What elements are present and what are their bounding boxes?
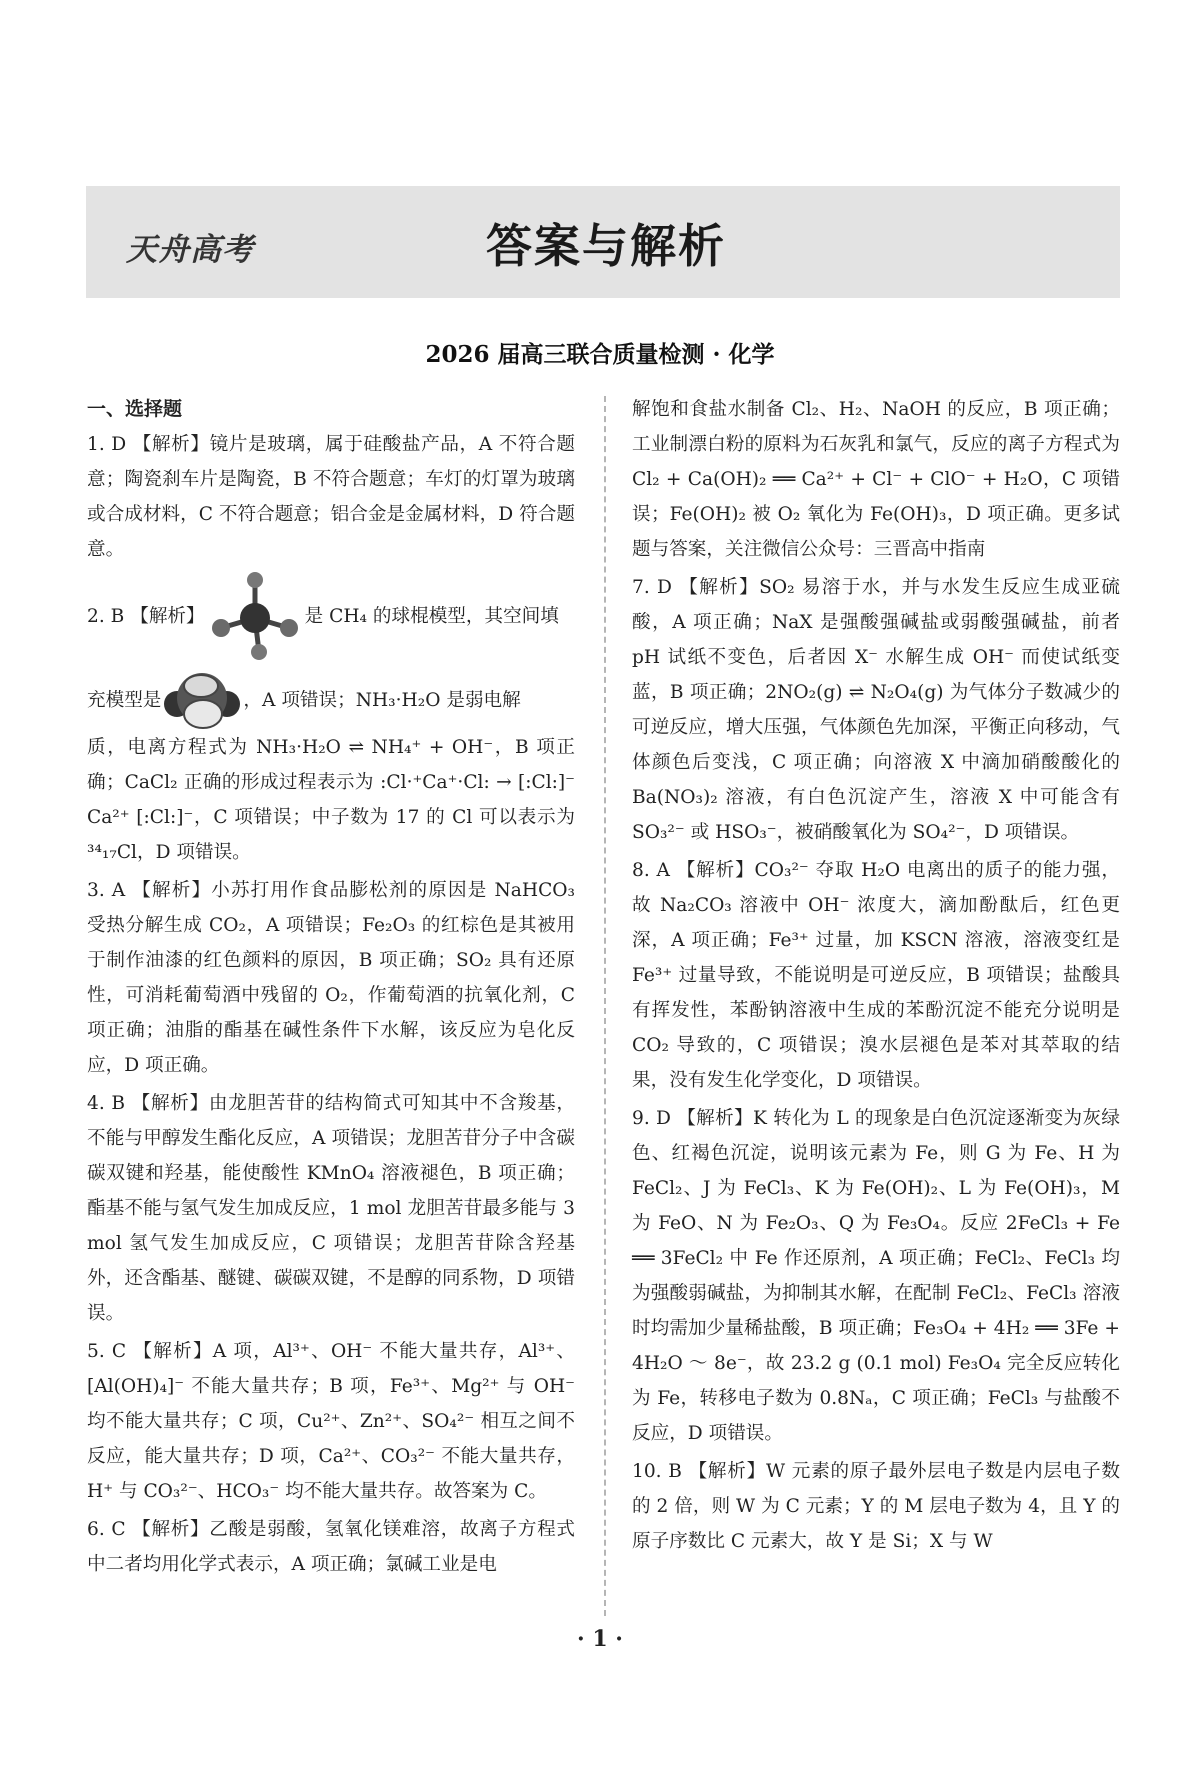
section-heading: 一、选择题 (87, 398, 183, 420)
answer-item-7: 7. D 【解析】SO₂ 易溶于水，并与水发生反应生成亚硫酸，A 项正确；NaX 是强酸强碱盐或弱酸强碱盐，前者 pH 试纸不变色，后者因 X⁻ 水解生成 OH⁻ 而使试纸变蓝，B 项正确；2NO₂(g) ⇌ N₂O₄(g) 为气体分子数减少的可逆反应，增大压强，气体颜色先加深，平衡正向移动，气体颜色后变浅，C 项正确；向溶液 X 中滴加硝酸酸化的 Ba(NO₃)₂ 溶液，有白色沉淀产生，溶液 X 中可能含有 SO₃²⁻ 或 HSO₃⁻，被硝酸氧化为 SO₄²⁻，D 项错误。 (632, 577, 1120, 843)
item2-text: 是 CH₄ 的球棍模型，其空间填 (304, 605, 559, 627)
right-column (632, 392, 1120, 1562)
answer-item-3: 3. A 【解析】小苏打用作食品膨松剂的原因是 NaHCO₃ 受热分解生成 CO₂，A 项错误；Fe₂O₃ 的红棕色是其被用于制作油漆的红色颜料的原因，B 项正确；SO₂ 具有还原性，可消耗葡萄酒中残留的 O₂，作葡萄酒的抗氧化剂，C 项正确；油脂的酯基在碱性条件下水解，该反应为皂化反应，D 项正确。 (87, 880, 575, 1076)
page-title: 答案与解析 (486, 219, 726, 273)
answer-item-2-continued: 质，电离方程式为 NH₃·H₂O ⇌ NH₄⁺ + OH⁻，B 项正确；CaCl₂ 正确的形成过程表示为 :Cl·⁺Ca⁺·Cl: → [:Cl:]⁻ Ca²⁺ [:Cl:]⁻，C 项错误；中子数为 17 的 Cl 可以表示为 ³⁴₁₇Cl，D 项错误。 (87, 737, 575, 863)
answer-item-8: 8. A 【解析】CO₃²⁻ 夺取 H₂O 电离出的质子的能力强，故 Na₂CO₃ 溶液中 OH⁻ 浓度大，滴加酚酞后，红色更深，A 项正确；Fe³⁺ 过量，加 KSCN 溶液，溶液变红是 Fe³⁺ 过量导致，不能说明是可逆反应，B 项错误；盐酸具有挥发性，苯酚钠溶液中生成的苯酚沉淀不能充分说明是 CO₂ 导致的，C 项错误；溴水层褪色是苯对其萃取的结果，没有发生化学变化，D 项错误。 (632, 860, 1120, 1091)
item2-prefix: 2. B 【解析】 (87, 605, 205, 627)
ch4-ball-stick-model-icon (207, 570, 303, 662)
header-banner (86, 186, 1120, 298)
page-number: · 1 · (577, 1626, 623, 1652)
item2-text-2: 充模型是 (87, 689, 162, 711)
answer-item-2-line1 (87, 570, 575, 662)
answer-item-5: 5. C 【解析】A 项，Al³⁺、OH⁻ 不能大量共存，Al³⁺、[Al(OH)₄]⁻ 不能大量共存；B 项，Fe³⁺、Mg²⁺ 与 OH⁻ 均不能大量共存；C 项，Cu²⁺、Zn²⁺、SO₄²⁻ 相互之间不反应，能大量共存；D 项，Ca²⁺、CO₃²⁻ 不能大量共存，H⁺ 与 CO₃²⁻、HCO₃⁻ 均不能大量共存。故答案为 C。 (87, 1341, 575, 1502)
answer-item-6: 6. C 【解析】乙酸是弱酸，氢氧化镁难溶，故离子方程式中二者均用化学式表示，A 项正确；氯碱工业是电 (87, 1519, 575, 1575)
answer-item-10: 10. B 【解析】W 元素的原子最外层电子数是内层电子数的 2 倍，则 W 为 C 元素；Y 的 M 层电子数为 4，且 Y 的原子序数比 C 元素大，故 Y 是 Si；X 与 W (632, 1461, 1120, 1552)
answer-item-2-line2 (87, 668, 575, 732)
ch4-space-filling-model-icon (163, 668, 241, 732)
column-divider (604, 396, 606, 1616)
answer-item-4: 4. B 【解析】由龙胆苦苷的结构简式可知其中不含羧基，不能与甲醇发生酯化反应，A 项错误；龙胆苦苷分子中含碳碳双键和羟基，能使酸性 KMnO₄ 溶液褪色，B 项正确；酯基不能与氢气发生加成反应，1 mol 龙胆苦苷最多能与 3 mol 氢气发生加成反应，C 项错误；龙胆苦苷除含羟基外，还含酯基、醚键、碳碳双键，不是醇的同系物，D 项错误。 (87, 1093, 575, 1324)
answer-item-9: 9. D 【解析】K 转化为 L 的现象是白色沉淀逐渐变为灰绿色、红褐色沉淀，说明该元素为 Fe，则 G 为 Fe、H 为 FeCl₂、J 为 FeCl₃、K 为 Fe(OH)₂、L 为 Fe(OH)₃，M 为 FeO、N 为 Fe₂O₃、Q 为 Fe₃O₄。反应 2FeCl₃ + Fe ══ 3FeCl₂ 中 Fe 作还原剂，A 项正确；FeCl₂、FeCl₃ 均为强酸弱碱盐，为抑制其水解，在配制 FeCl₂、FeCl₃ 溶液时均需加少量稀盐酸，B 项正确；Fe₃O₄ + 4H₂ ══ 3Fe + 4H₂O ～ 8e⁻，故 23.2 g (0.1 mol) Fe₃O₄ 完全反应转化为 Fe，转移电子数为 0.8Nₐ，C 项正确；FeCl₃ 与盐酸不反应，D 项错误。 (632, 1108, 1120, 1444)
answer-item-6-continued: 解饱和食盐水制备 Cl₂、H₂、NaOH 的反应，B 项正确；工业制漂白粉的原料为石灰乳和氯气，反应的离子方程式为 Cl₂ + Ca(OH)₂ ══ Ca²⁺ + Cl⁻ + ClO⁻ + H₂O，C 项错误；Fe(OH)₂ 被 O₂ 氧化为 Fe(OH)₃，D 项正确。更多试题与答案，关注微信公众号：三晋高中指南 (632, 399, 1120, 560)
item2-text-3: ，A 项错误；NH₃·H₂O 是弱电解 (243, 689, 521, 711)
left-column (87, 392, 575, 1585)
answer-item-1: 1. D 【解析】镜片是玻璃，属于硅酸盐产品，A 不符合题意；陶瓷刹车片是陶瓷，B 不符合题意；车灯的灯罩为玻璃或合成材料，C 不符合题意；铝合金是金属材料，D 符合题意。 (87, 434, 575, 560)
exam-subtitle: 2026 届高三联合质量检测 · 化学 (425, 341, 775, 368)
brand-logo: 天舟高考 (126, 232, 254, 268)
